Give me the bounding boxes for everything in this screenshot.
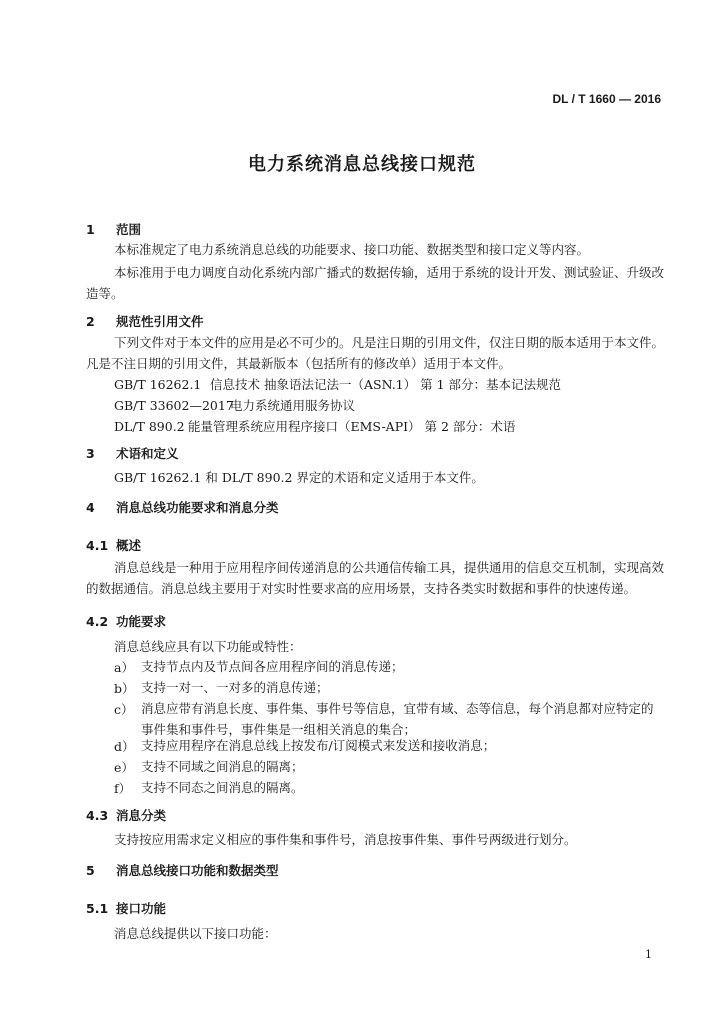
section-number: 5.1 [86,901,109,916]
document-title: 电力系统消息总线接口规范 [248,154,476,175]
section-4-2-heading [86,612,166,630]
list-item-label: d） [114,739,135,754]
section-5-heading [86,861,279,879]
section-title: 范围 [116,222,142,237]
reference-item [114,375,561,393]
list-item-text: 支持应用程序在消息总线上按发布/订阅模式来发送和接收消息； [141,738,496,753]
section-number: 4 [86,500,95,515]
list-item-text: 支持节点内及节点间各应用程序间的消息传递； [141,659,404,674]
section-4-3-paragraph-1: 支持按应用需求定义相应的事件集和事件号，消息按事件集、事件号两级进行划分。 [114,832,577,847]
section-4-heading [86,498,279,516]
section-3-heading [86,444,179,462]
list-item-text: 支持一对一、一对多的消息传递； [141,680,329,695]
section-number: 4.2 [86,614,109,629]
section-2-heading [86,312,204,330]
list-item-text: 支持不同域之间消息的隔离； [141,759,304,774]
section-title: 消息总线接口功能和数据类型 [116,863,279,878]
document-code: DL / T 1660 — 2016 [552,92,661,106]
section-3-paragraph-1: GB/T 16262.1 和 DL/T 890.2 界定的术语和定义适用于本文件。 [114,470,484,485]
reference-title: 信息技术 抽象语法记法一（ASN.1） 第 1 部分：基本记法规范 [210,377,562,392]
section-4-3-heading [86,806,166,824]
section-4-2-paragraph-1: 消息总线应具有以下功能或特性： [114,639,302,654]
section-title: 概述 [116,538,142,553]
reference-code: DL/T 890.2 [114,419,185,434]
section-title: 消息分类 [116,808,167,823]
section-1-paragraph-2: 本标准用于电力调度自动化系统内部广播式的数据传输，适用于系统的设计开发、测试验证、升级改造等。 [86,265,665,301]
list-item-label: f） [114,781,132,796]
section-number: 1 [86,222,95,237]
section-1-heading [86,220,141,238]
section-5-1-paragraph-1: 消息总线提供以下接口功能： [114,926,277,941]
section-number: 5 [86,863,95,878]
section-number: 4.1 [86,538,109,553]
reference-code: GB/T 16262.1 [114,377,202,392]
section-2-paragraph-1: 下列文件对于本文件的应用是必不可少的。凡是注日期的引用文件，仅注日期的版本适用于本文件。凡是不注日期的引用文件，其最新版本（包括所有的修改单）适用于本文件。 [86,335,665,371]
page-number: 1 [645,948,652,961]
section-number: 3 [86,446,95,461]
section-number: 4.3 [86,808,109,823]
list-item-label: a） [114,660,134,675]
section-title: 规范性引用文件 [116,314,204,329]
section-title: 消息总线功能要求和消息分类 [116,500,279,515]
section-1-paragraph-1: 本标准规定了电力系统消息总线的功能要求、接口功能、数据类型和接口定义等内容。 [114,242,590,257]
list-item-text: 消息应带有消息长度、事件集、事件号等信息，宜带有域、态等信息，每个消息都对应特定的事件集和事件号，事件集是一组相关消息的集合； [141,701,654,737]
reference-title: 电力系统通用服务协议 [230,398,356,413]
section-title: 功能要求 [116,614,167,629]
reference-code: GB/T 33602—2017 [114,398,234,413]
reference-title: 能量管理系统应用程序接口（EMS-API） 第 2 部分：术语 [188,419,516,434]
section-title: 接口功能 [116,901,167,916]
section-4-1-paragraph-1: 消息总线是一种用于应用程序间传递消息的公共通信传输工具，提供通用的信息交互机制，实现高效的数据通信。消息总线主要用于对实时性要求高的应用场景，支持各类实时数据和事件的快速传递。 [86,560,665,596]
section-4-1-heading [86,536,141,554]
section-title: 术语和定义 [116,446,179,461]
list-item-text: 支持不同态之间消息的隔离。 [141,780,304,795]
list-item-label: c） [114,702,134,717]
reference-item [114,396,355,414]
list-item-label: e） [114,760,134,775]
section-number: 2 [86,314,95,329]
list-item-label: b） [114,681,135,696]
reference-item [114,417,515,435]
section-5-1-heading [86,899,166,917]
